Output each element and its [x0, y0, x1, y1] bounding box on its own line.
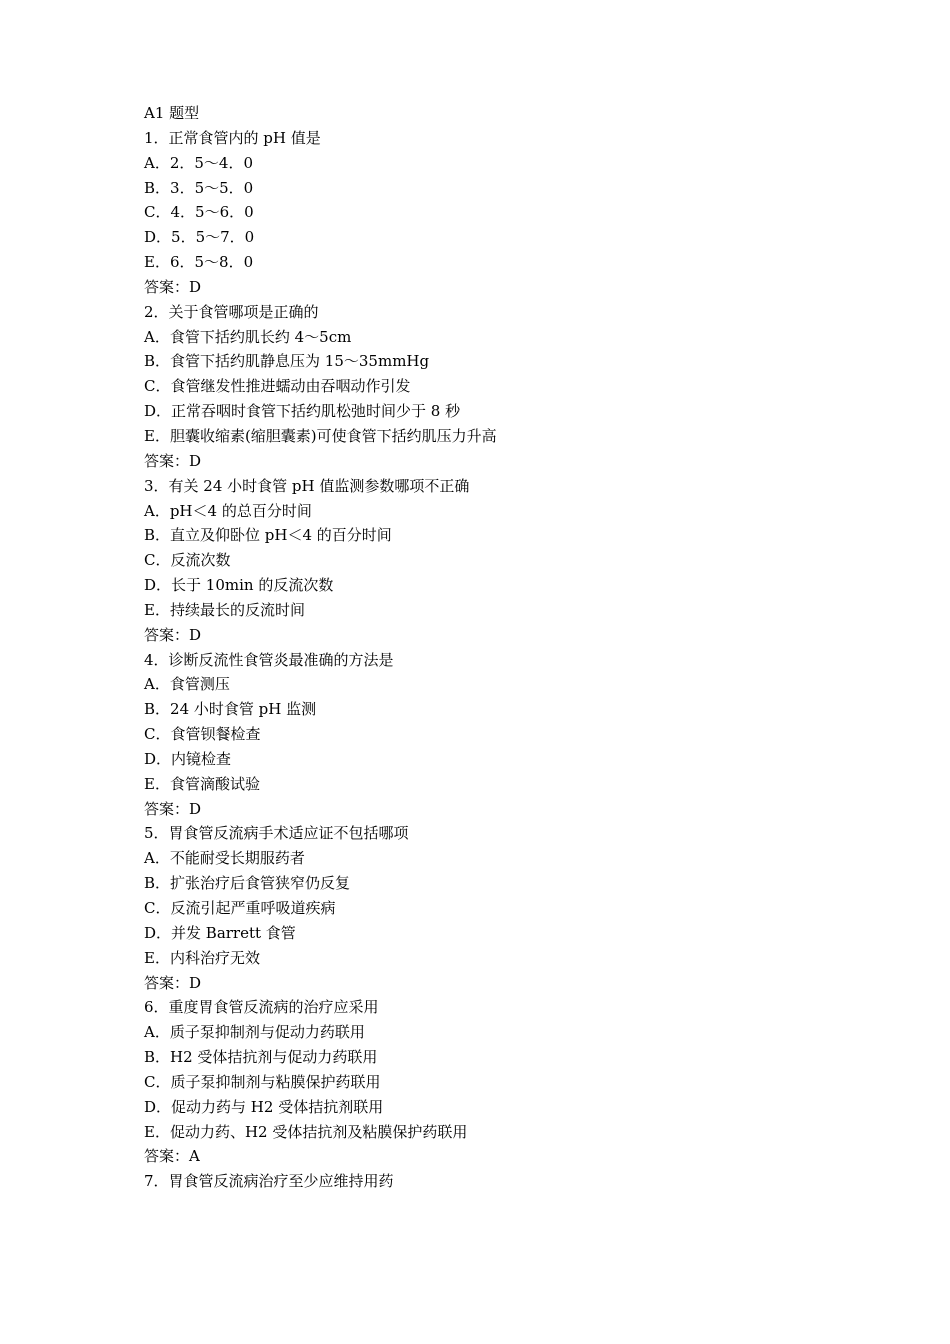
option-4d: D．内镜检查 [144, 749, 232, 768]
option-6b: B．H2 受体拮抗剂与促动力药联用 [144, 1048, 378, 1067]
option-5e: E．内科治疗无效 [144, 948, 260, 967]
option-1b: B．3．5～5．0 [144, 178, 254, 197]
option-6a: A．质子泵抑制剂与促动力药联用 [144, 1023, 365, 1042]
option-4a: A．食管测压 [144, 675, 230, 694]
option-1a: A．2．5～4．0 [144, 153, 254, 172]
option-6c: C．质子泵抑制剂与粘膜保护药联用 [144, 1072, 381, 1091]
answer-2: 答案：D [144, 451, 202, 470]
section-title: A1 题型 [144, 104, 200, 122]
question-3: 3．有关 24 小时食管 pH 值监测参数哪项不正确 [144, 476, 470, 495]
document-page [144, 101, 844, 1194]
option-3a: A．pH＜4 的总百分时间 [144, 501, 312, 520]
option-4e: E．食管滴酸试验 [144, 774, 260, 793]
option-5c: C．反流引起严重呼吸道疾病 [144, 899, 336, 917]
question-1: 1．正常食管内的 pH 值是 [144, 128, 321, 147]
answer-4: 答案：D [144, 799, 202, 818]
answer-5: 答案：D [144, 973, 202, 992]
option-2a: A．食管下括约肌长约 4～5cm [144, 327, 352, 346]
option-4b: B．24 小时食管 pH 监测 [144, 700, 317, 719]
question-7: 7．胃食管反流病治疗至少应维持用药 [144, 1172, 394, 1191]
option-2c: C．食管继发性推进蠕动由吞咽动作引发 [144, 377, 411, 396]
option-6d: D．促动力药与 H2 受体拮抗剂联用 [144, 1097, 384, 1116]
answer-3: 答案：D [144, 625, 202, 644]
option-3b: B．直立及仰卧位 pH＜4 的百分时间 [144, 526, 392, 545]
option-5b: B．扩张治疗后食管狭窄仍反复 [144, 874, 351, 893]
option-1c: C．4．5～6．0 [144, 203, 254, 222]
option-3e: E．持续最长的反流时间 [144, 600, 305, 619]
question-4: 4．诊断反流性食管炎最准确的方法是 [144, 650, 394, 669]
option-1d: D．5．5～7．0 [144, 228, 255, 247]
option-2b: B．食管下括约肌静息压为 15～35mmHg [144, 352, 430, 371]
option-2d: D．正常吞咽时食管下括约肌松弛时间少于 8 秒 [144, 402, 461, 421]
option-3c: C．反流次数 [144, 551, 231, 570]
question-2: 2．关于食管哪项是正确的 [144, 302, 319, 321]
option-6e: E．促动力药、H2 受体拮抗剂及粘膜保护药联用 [144, 1122, 468, 1141]
option-4c: C．食管钡餐检查 [144, 725, 261, 744]
option-5a: A．不能耐受长期服药者 [144, 849, 305, 868]
option-5d: D．并发 Barrett 食管 [144, 923, 296, 942]
option-2e: E．胆囊收缩素(缩胆囊素)可使食管下括约肌压力升高 [144, 426, 497, 445]
question-6: 6．重度胃食管反流病的治疗应采用 [144, 998, 379, 1017]
question-5: 5．胃食管反流病手术适应证不包括哪项 [144, 824, 409, 843]
answer-6: 答案：A [144, 1147, 200, 1166]
answer-1: 答案：D [144, 277, 202, 296]
option-3d: D．长于 10min 的反流次数 [144, 576, 334, 595]
option-1e: E．6．5～8．0 [144, 253, 254, 272]
